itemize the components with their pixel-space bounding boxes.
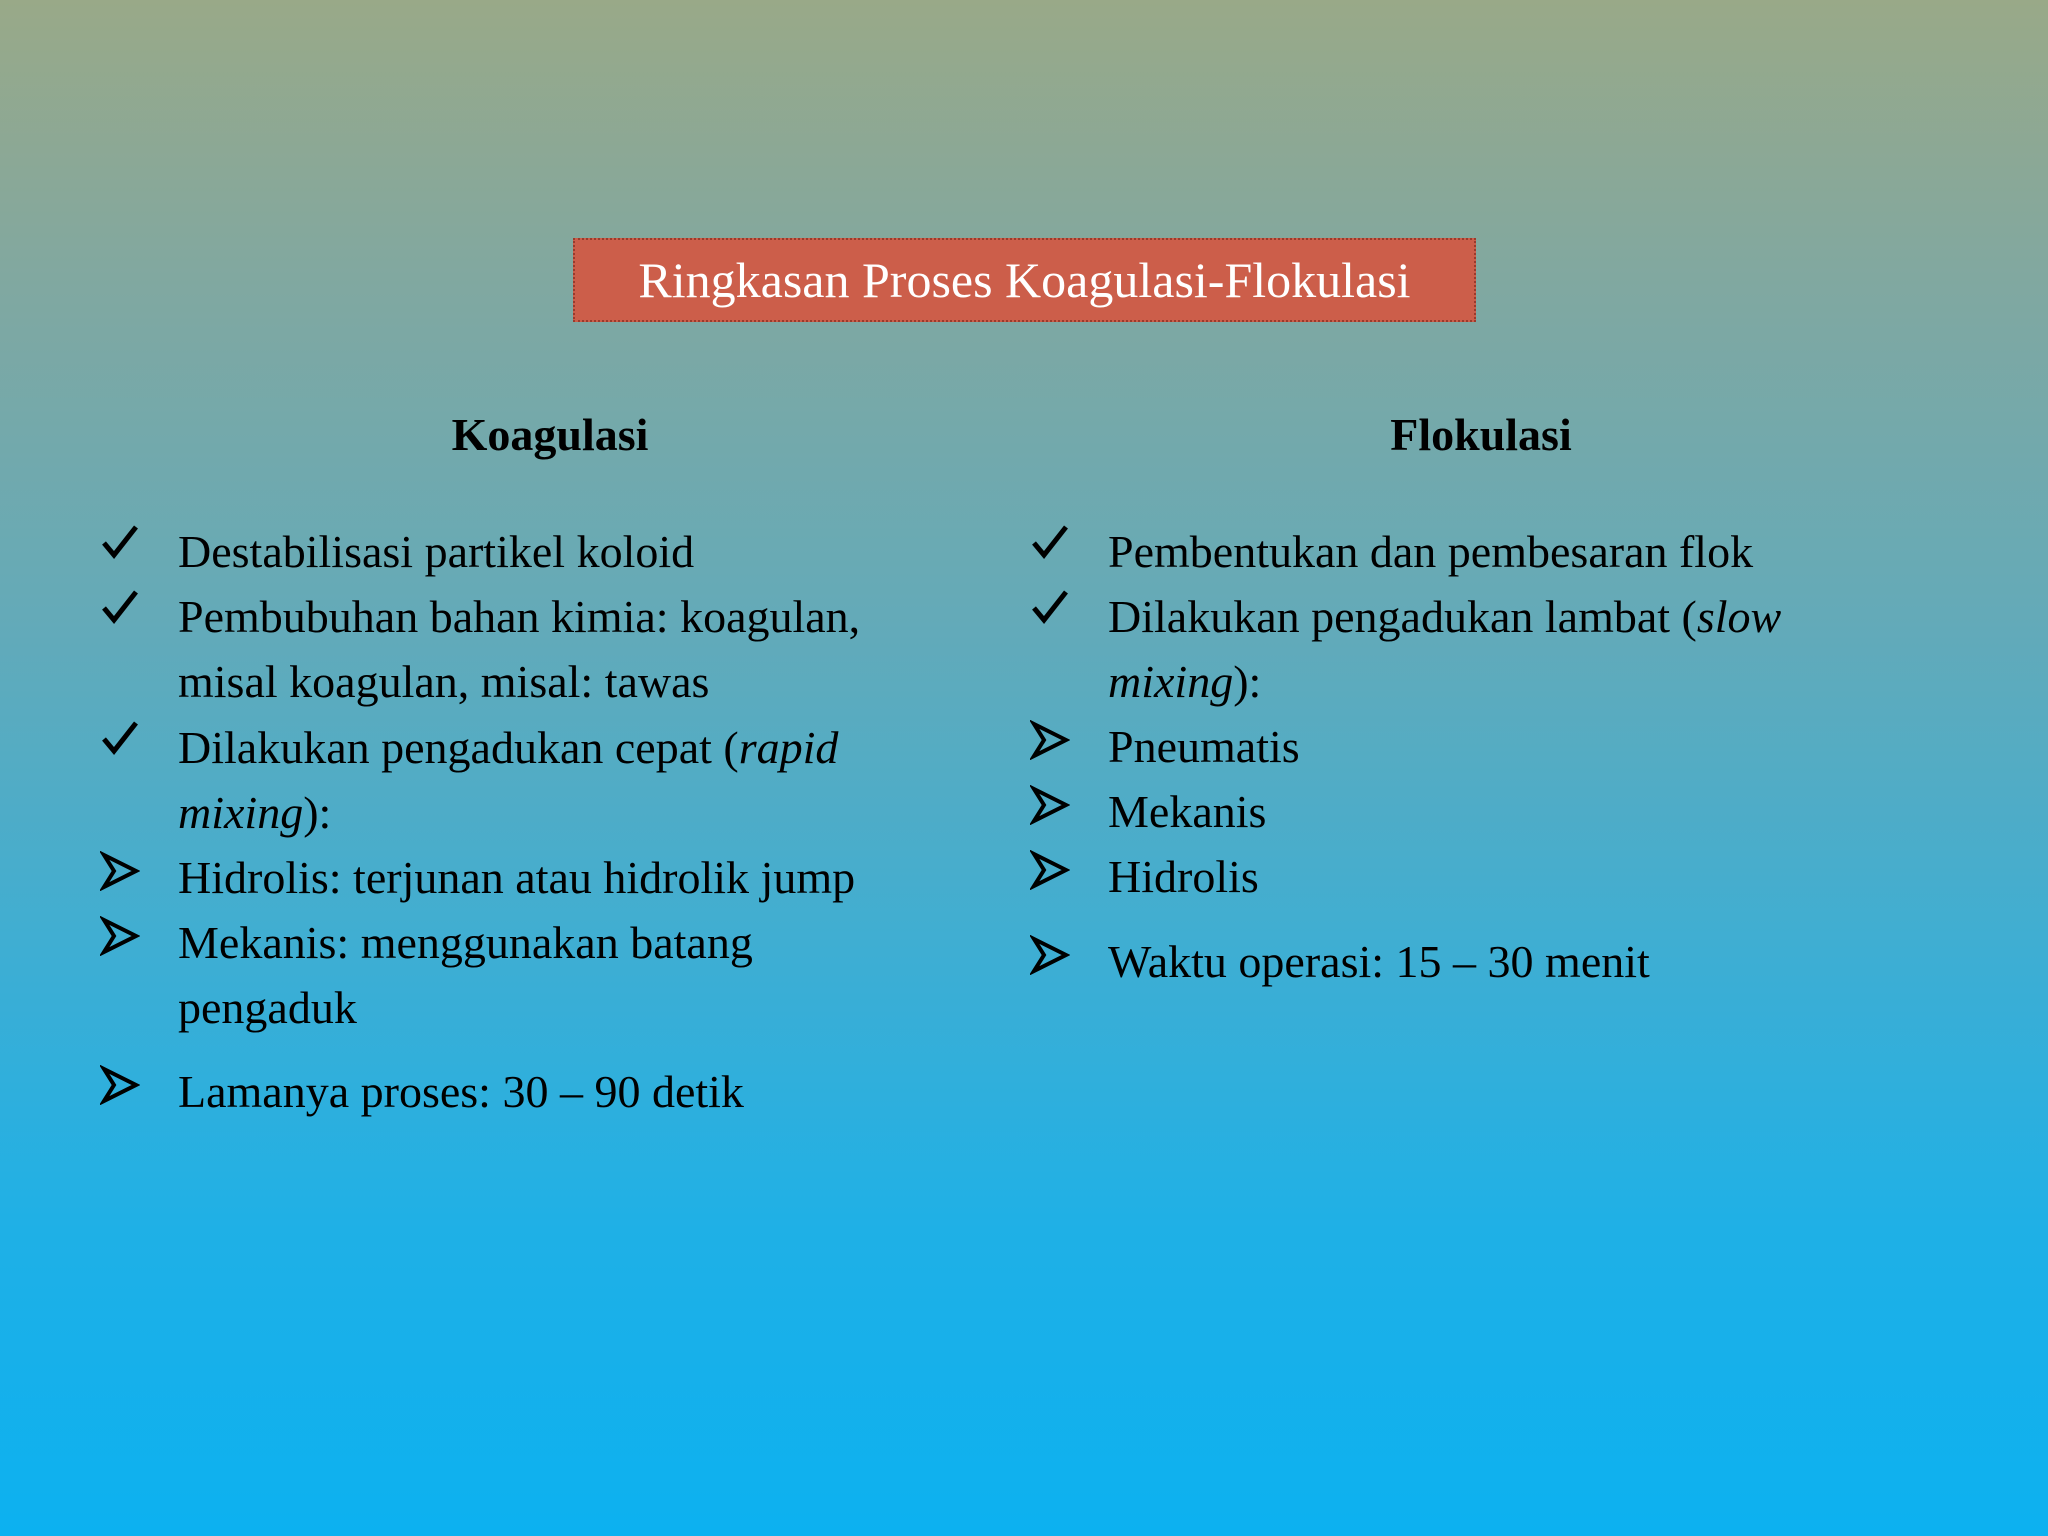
check-icon [1030, 584, 1080, 649]
item-line: Dilakukan pengadukan cepat ( [178, 722, 739, 773]
koagulasi-item-text [178, 715, 838, 845]
koagulasi-item-text: Lamanya proses: 30 – 90 detik [178, 1066, 744, 1117]
item-line: misal koagulan, misal: tawas [178, 656, 710, 707]
item-line: Mekanis: menggunakan batang [178, 917, 753, 968]
arrow-icon [1030, 714, 1080, 779]
koagulasi-item-text [178, 584, 860, 714]
check-icon [100, 715, 150, 780]
slide-title: Ringkasan Proses Koagulasi-Flokulasi [638, 252, 1411, 308]
item-line: ): [1233, 656, 1262, 707]
flokulasi-item-text: Mekanis [1108, 786, 1267, 837]
item-line: Dilakukan pengadukan lambat ( [1108, 591, 1697, 642]
check-icon [100, 519, 150, 584]
koagulasi-heading: Koagulasi [451, 409, 649, 460]
arrow-icon [100, 910, 150, 975]
arrow-icon [1030, 929, 1080, 994]
arrow-icon [1030, 779, 1080, 844]
item-emphasis: mixing [1108, 656, 1234, 707]
flokulasi-item-text: Waktu operasi: 15 – 30 menit [1108, 936, 1650, 987]
check-icon [100, 584, 150, 649]
koagulasi-item-text: Hidrolis: terjunan atau hidrolik jump [178, 852, 856, 903]
flokulasi-item-text [1108, 584, 1781, 714]
flokulasi-item-text: Pembentukan dan pembesaran flok [1108, 526, 1754, 577]
check-icon [1030, 519, 1080, 584]
item-line: Pembubuhan bahan kimia: koagulan, [178, 591, 861, 642]
flokulasi-heading: Flokulasi [1390, 409, 1572, 460]
flokulasi-item-text: Pneumatis [1108, 721, 1300, 772]
arrow-icon [100, 1059, 150, 1124]
koagulasi-item-text: Destabilisasi partikel koloid [178, 526, 695, 577]
item-emphasis: mixing [178, 787, 304, 838]
arrow-icon [1030, 844, 1080, 909]
flokulasi-item-text: Hidrolis [1108, 851, 1259, 902]
arrow-icon [100, 845, 150, 910]
title-box [573, 238, 1476, 322]
koagulasi-item-text [178, 910, 753, 1040]
item-emphasis: slow [1696, 591, 1782, 642]
item-emphasis: rapid [738, 722, 839, 773]
item-line: ): [303, 787, 332, 838]
item-line: pengaduk [178, 982, 357, 1033]
